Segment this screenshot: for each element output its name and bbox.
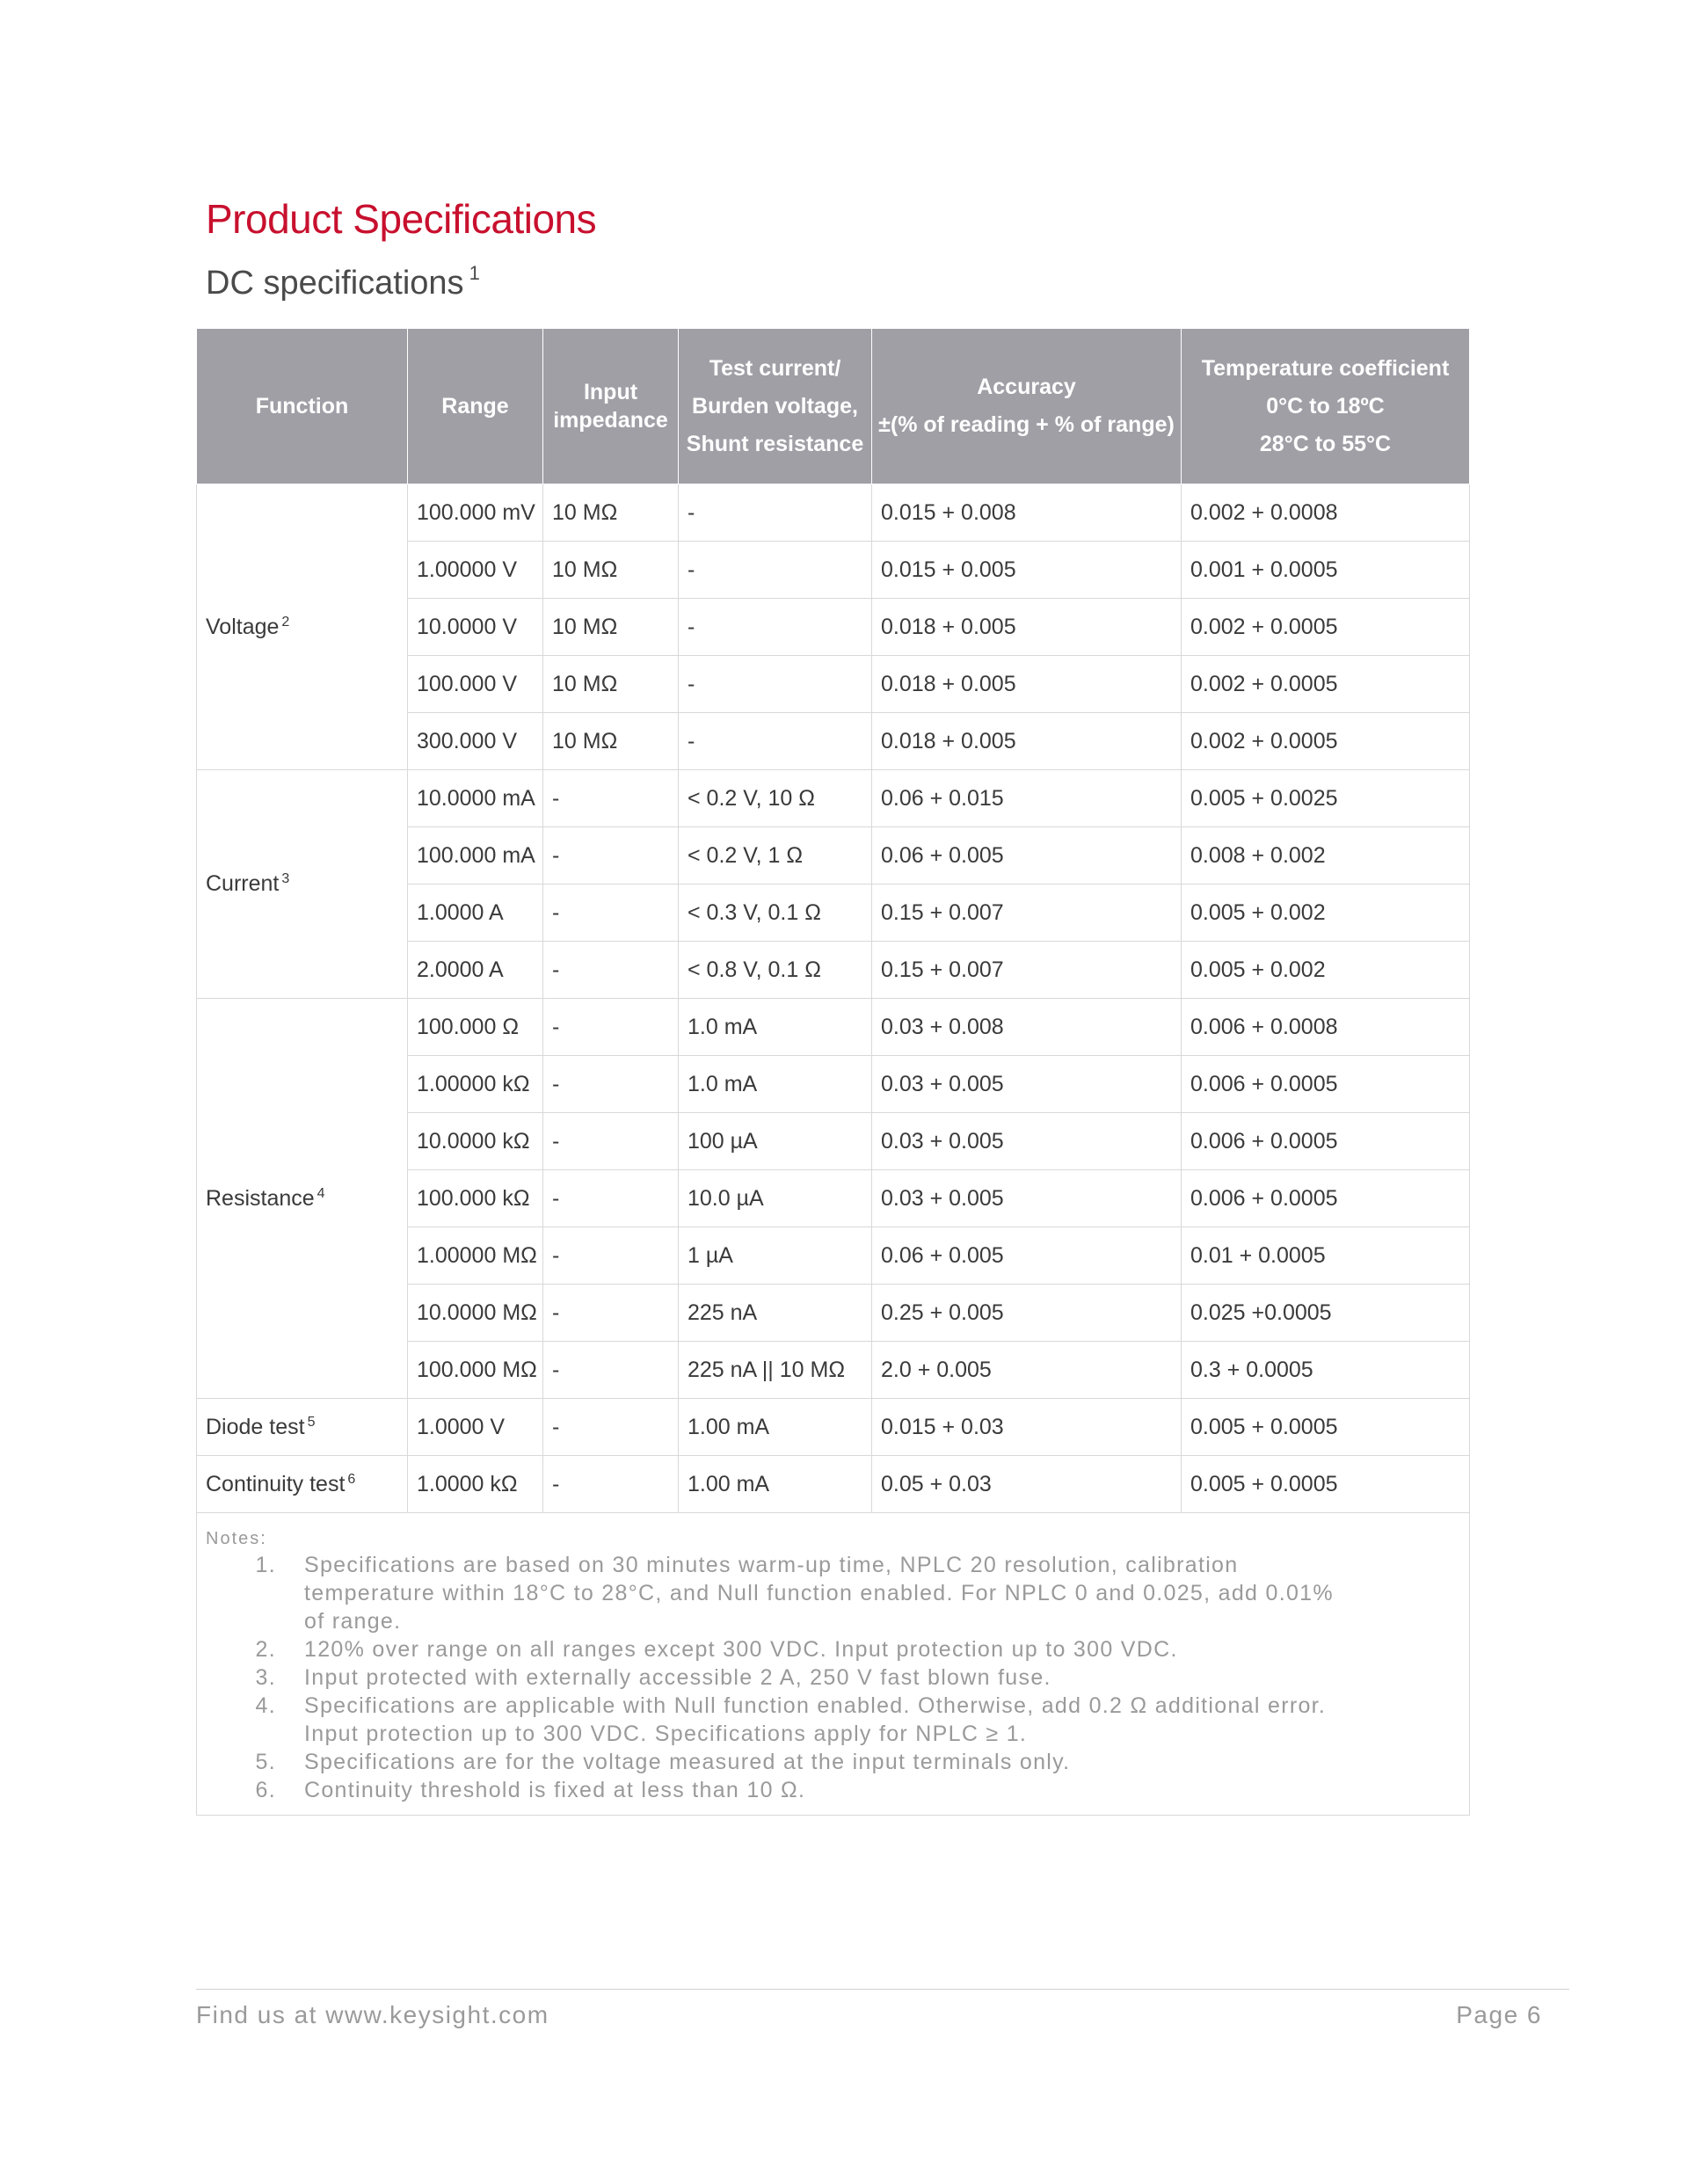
header-function bbox=[197, 329, 408, 484]
range-cell: 100.000 mV bbox=[408, 484, 543, 542]
temperature-coefficient-cell: 0.006 + 0.0005 bbox=[1182, 1056, 1470, 1113]
temperature-coefficient-cell: 0.002 + 0.0005 bbox=[1182, 599, 1470, 656]
dc-specifications-table bbox=[196, 328, 1470, 1816]
range-cell: 1.00000 MΩ bbox=[408, 1227, 543, 1285]
function-footnote-ref: 2 bbox=[281, 614, 290, 630]
table-row bbox=[197, 770, 1470, 827]
temperature-coefficient-cell: 0.01 + 0.0005 bbox=[1182, 1227, 1470, 1285]
input-impedance-cell: 10 MΩ bbox=[543, 542, 679, 599]
test-current-cell: 1.00 mA bbox=[679, 1399, 872, 1456]
note-number: 5. bbox=[255, 1750, 276, 1774]
accuracy-cell: 0.15 + 0.007 bbox=[872, 885, 1182, 942]
input-impedance-cell: - bbox=[543, 770, 679, 827]
note-text: Specifications are applicable with Null function enabled. Otherwise, add 0.2 Ω additional error. Input protection up to 300 VDC. Specifications apply for NPLC ≥ 1. bbox=[304, 1693, 1327, 1746]
header-line: 0°C to 18ºC bbox=[1266, 393, 1385, 419]
input-impedance-cell: - bbox=[543, 885, 679, 942]
section-title-text: DC specifications bbox=[206, 265, 464, 302]
function-label: Resistance bbox=[206, 1185, 315, 1211]
range-cell: 1.0000 V bbox=[408, 1399, 543, 1456]
note-text: 120% over range on all ranges except 300 VDC. Input protection up to 300 VDC. bbox=[304, 1637, 1178, 1662]
test-current-cell: < 0.2 V, 10 Ω bbox=[679, 770, 872, 827]
input-impedance-cell: - bbox=[543, 1342, 679, 1399]
test-current-cell: < 0.8 V, 0.1 Ω bbox=[679, 942, 872, 999]
accuracy-cell: 0.018 + 0.005 bbox=[872, 713, 1182, 770]
test-current-cell: - bbox=[679, 656, 872, 713]
function-cell bbox=[197, 484, 408, 770]
test-current-cell: 1.00 mA bbox=[679, 1456, 872, 1513]
range-cell: 10.0000 kΩ bbox=[408, 1113, 543, 1170]
test-current-cell: 100 µA bbox=[679, 1113, 872, 1170]
header-line: ±(% of reading + % of range) bbox=[878, 412, 1175, 437]
page-title: Product Specifications bbox=[206, 196, 597, 242]
temperature-coefficient-cell: 0.002 + 0.0005 bbox=[1182, 713, 1470, 770]
temperature-coefficient-cell: 0.006 + 0.0008 bbox=[1182, 999, 1470, 1056]
note-number: 3. bbox=[255, 1665, 276, 1690]
temperature-coefficient-cell: 0.005 + 0.0005 bbox=[1182, 1456, 1470, 1513]
range-cell: 2.0000 A bbox=[408, 942, 543, 999]
temperature-coefficient-cell: 0.005 + 0.002 bbox=[1182, 885, 1470, 942]
temperature-coefficient-cell: 0.025 +0.0005 bbox=[1182, 1285, 1470, 1342]
test-current-cell: 1.0 mA bbox=[679, 1056, 872, 1113]
header-line: Shunt resistance bbox=[686, 431, 864, 456]
range-cell: 100.000 V bbox=[408, 656, 543, 713]
notes bbox=[197, 1513, 1470, 1816]
test-current-cell: 225 nA bbox=[679, 1285, 872, 1342]
function-cell bbox=[197, 999, 408, 1399]
accuracy-cell: 0.03 + 0.008 bbox=[872, 999, 1182, 1056]
function-footnote-ref: 5 bbox=[307, 1414, 316, 1430]
range-cell: 1.00000 kΩ bbox=[408, 1056, 543, 1113]
footer-divider bbox=[196, 1989, 1569, 1990]
note-item bbox=[206, 1635, 1469, 1663]
function-footnote-ref: 4 bbox=[316, 1185, 325, 1201]
range-cell: 10.0000 mA bbox=[408, 770, 543, 827]
note-number: 6. bbox=[255, 1778, 276, 1802]
temperature-coefficient-cell: 0.005 + 0.002 bbox=[1182, 942, 1470, 999]
test-current-cell: 1.0 mA bbox=[679, 999, 872, 1056]
header-test-current bbox=[679, 329, 872, 484]
accuracy-cell: 0.25 + 0.005 bbox=[872, 1285, 1182, 1342]
note-text: Specifications are based on 30 minutes warm-up time, NPLC 20 resolution, calibration temperature within 18°C to 28°C, and Null function enabled. For NPLC 0 and 0.025, add 0.01% of range. bbox=[304, 1553, 1334, 1634]
range-cell: 100.000 mA bbox=[408, 827, 543, 885]
header-line: impedance bbox=[553, 408, 668, 433]
function-label: Continuity test bbox=[206, 1471, 346, 1496]
accuracy-cell: 0.15 + 0.007 bbox=[872, 942, 1182, 999]
input-impedance-cell: - bbox=[543, 999, 679, 1056]
input-impedance-cell: 10 MΩ bbox=[543, 713, 679, 770]
function-label: Diode test bbox=[206, 1414, 305, 1439]
input-impedance-cell: - bbox=[543, 1056, 679, 1113]
accuracy-cell: 0.06 + 0.005 bbox=[872, 827, 1182, 885]
function-footnote-ref: 6 bbox=[347, 1471, 356, 1487]
header-accuracy bbox=[872, 329, 1182, 484]
range-cell: 100.000 Ω bbox=[408, 999, 543, 1056]
input-impedance-cell: - bbox=[543, 1170, 679, 1227]
header-line: Function bbox=[255, 393, 349, 419]
range-cell: 10.0000 MΩ bbox=[408, 1285, 543, 1342]
test-current-cell: < 0.2 V, 1 Ω bbox=[679, 827, 872, 885]
accuracy-cell: 0.05 + 0.03 bbox=[872, 1456, 1182, 1513]
function-label: Current bbox=[206, 871, 280, 896]
temperature-coefficient-cell: 0.005 + 0.0005 bbox=[1182, 1399, 1470, 1456]
test-current-cell: - bbox=[679, 542, 872, 599]
note-item bbox=[206, 1551, 1469, 1635]
accuracy-cell: 0.06 + 0.015 bbox=[872, 770, 1182, 827]
header-line: Burden voltage, bbox=[692, 393, 858, 419]
input-impedance-cell: - bbox=[543, 1227, 679, 1285]
accuracy-cell: 0.03 + 0.005 bbox=[872, 1113, 1182, 1170]
accuracy-cell: 0.03 + 0.005 bbox=[872, 1170, 1182, 1227]
temperature-coefficient-cell: 0.006 + 0.0005 bbox=[1182, 1170, 1470, 1227]
temperature-coefficient-cell: 0.001 + 0.0005 bbox=[1182, 542, 1470, 599]
header-input-impedance bbox=[543, 329, 679, 484]
accuracy-cell: 0.015 + 0.005 bbox=[872, 542, 1182, 599]
accuracy-cell: 0.018 + 0.005 bbox=[872, 599, 1182, 656]
footer-page-number: Page 6 bbox=[1456, 2001, 1542, 2028]
range-cell: 10.0000 V bbox=[408, 599, 543, 656]
temperature-coefficient-cell: 0.006 + 0.0005 bbox=[1182, 1113, 1470, 1170]
temperature-coefficient-cell: 0.008 + 0.002 bbox=[1182, 827, 1470, 885]
function-cell bbox=[197, 770, 408, 999]
range-cell: 1.0000 A bbox=[408, 885, 543, 942]
input-impedance-cell: - bbox=[543, 1399, 679, 1456]
temperature-coefficient-cell: 0.3 + 0.0005 bbox=[1182, 1342, 1470, 1399]
section-footnote-ref: 1 bbox=[469, 262, 480, 284]
range-cell: 1.00000 V bbox=[408, 542, 543, 599]
note-number: 4. bbox=[255, 1693, 276, 1718]
header-line: Test current/ bbox=[709, 355, 841, 381]
range-cell: 100.000 MΩ bbox=[408, 1342, 543, 1399]
input-impedance-cell: 10 MΩ bbox=[543, 599, 679, 656]
input-impedance-cell: 10 MΩ bbox=[543, 484, 679, 542]
table-row bbox=[197, 1399, 1470, 1456]
header-line: Temperature coefficient bbox=[1201, 355, 1450, 381]
accuracy-cell: 0.03 + 0.005 bbox=[872, 1056, 1182, 1113]
table-row bbox=[197, 484, 1470, 542]
note-number: 1. bbox=[255, 1553, 276, 1577]
table-row bbox=[197, 999, 1470, 1056]
note-number: 2. bbox=[255, 1637, 276, 1662]
input-impedance-cell: - bbox=[543, 1456, 679, 1513]
input-impedance-cell: - bbox=[543, 942, 679, 999]
notes-row bbox=[197, 1513, 1470, 1816]
input-impedance-cell: - bbox=[543, 827, 679, 885]
header-range bbox=[408, 329, 543, 484]
header-line: Accuracy bbox=[977, 375, 1076, 399]
note-item bbox=[206, 1663, 1469, 1692]
header-line: Range bbox=[441, 393, 509, 419]
test-current-cell: - bbox=[679, 599, 872, 656]
test-current-cell: - bbox=[679, 484, 872, 542]
function-label: Voltage bbox=[206, 614, 280, 639]
table-row bbox=[197, 1456, 1470, 1513]
input-impedance-cell: - bbox=[543, 1113, 679, 1170]
function-cell bbox=[197, 1399, 408, 1456]
note-item bbox=[206, 1748, 1469, 1776]
test-current-cell: 1 µA bbox=[679, 1227, 872, 1285]
accuracy-cell: 0.015 + 0.008 bbox=[872, 484, 1182, 542]
header-temperature-coefficient bbox=[1182, 329, 1470, 484]
function-cell bbox=[197, 1456, 408, 1513]
function-footnote-ref: 3 bbox=[281, 871, 290, 886]
range-cell: 1.0000 kΩ bbox=[408, 1456, 543, 1513]
test-current-cell: < 0.3 V, 0.1 Ω bbox=[679, 885, 872, 942]
note-item bbox=[206, 1776, 1469, 1804]
temperature-coefficient-cell: 0.005 + 0.0025 bbox=[1182, 770, 1470, 827]
range-cell: 100.000 kΩ bbox=[408, 1170, 543, 1227]
input-impedance-cell: 10 MΩ bbox=[543, 656, 679, 713]
footer-website: Find us at www.keysight.com bbox=[196, 2001, 549, 2028]
test-current-cell: 225 nA || 10 MΩ bbox=[679, 1342, 872, 1399]
table-header-row bbox=[197, 329, 1470, 484]
input-impedance-cell: - bbox=[543, 1285, 679, 1342]
header-line: 28°C to 55°C bbox=[1259, 431, 1392, 456]
section-title bbox=[206, 262, 480, 302]
accuracy-cell: 2.0 + 0.005 bbox=[872, 1342, 1182, 1399]
temperature-coefficient-cell: 0.002 + 0.0008 bbox=[1182, 484, 1470, 542]
notes-label: Notes: bbox=[206, 1529, 267, 1548]
accuracy-cell: 0.015 + 0.03 bbox=[872, 1399, 1182, 1456]
accuracy-cell: 0.06 + 0.005 bbox=[872, 1227, 1182, 1285]
test-current-cell: 10.0 µA bbox=[679, 1170, 872, 1227]
test-current-cell: - bbox=[679, 713, 872, 770]
note-item bbox=[206, 1692, 1469, 1748]
note-text: Specifications are for the voltage measured at the input terminals only. bbox=[304, 1750, 1071, 1774]
notes-list bbox=[206, 1551, 1469, 1804]
range-cell: 300.000 V bbox=[408, 713, 543, 770]
note-text: Continuity threshold is fixed at less than 10 Ω. bbox=[304, 1778, 806, 1802]
header-line: Input bbox=[583, 380, 638, 404]
temperature-coefficient-cell: 0.002 + 0.0005 bbox=[1182, 656, 1470, 713]
note-text: Input protected with externally accessible 2 A, 250 V fast blown fuse. bbox=[304, 1665, 1051, 1690]
accuracy-cell: 0.018 + 0.005 bbox=[872, 656, 1182, 713]
table-body bbox=[197, 484, 1470, 1513]
